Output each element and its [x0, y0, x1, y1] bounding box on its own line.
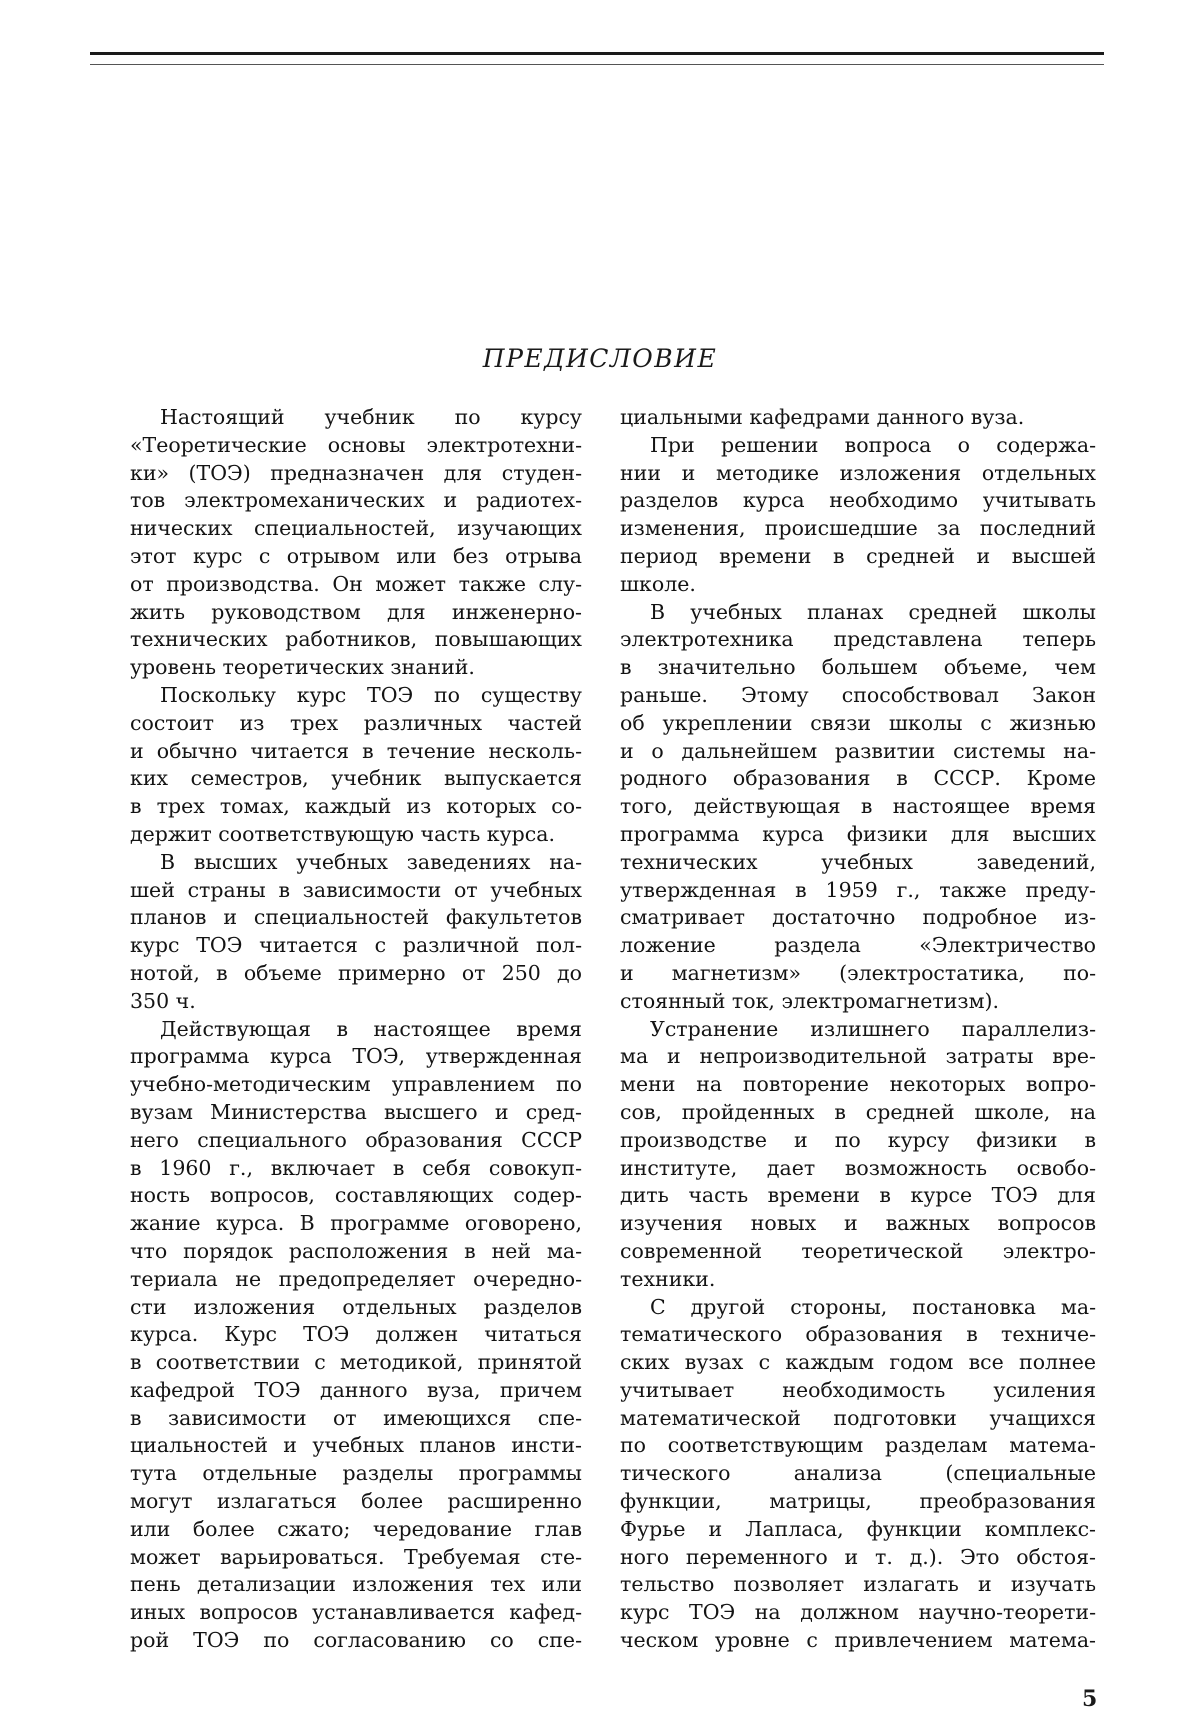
text-line: 350 ч.: [130, 988, 196, 1013]
text-line: иных вопросов устанавливается кафед-: [130, 1600, 582, 1625]
text-line: мени на повторение некоторых вопро-: [620, 1072, 1096, 1097]
text-line: Устранение излишнего параллелиз-: [650, 1016, 1096, 1041]
text-line: технических учебных заведений,: [620, 849, 1096, 874]
text-line: программа курса физики для высших: [620, 821, 1096, 846]
left-text-column: [130, 404, 582, 1655]
text-line: производстве и по курсу физики в: [620, 1127, 1096, 1152]
text-line: в соответствии с методикой, принятой: [130, 1350, 582, 1375]
text-line: электротехника представлена теперь: [620, 627, 1096, 652]
text-line: жить руководством для инженерно-: [130, 599, 582, 624]
text-line: состоит из трех различных частей: [130, 710, 582, 735]
text-line: современной теоретической электро-: [620, 1238, 1096, 1263]
text-line: в трех томах, каждый из которых со-: [130, 794, 582, 819]
text-line: этот курс с отрывом или без отрыва: [130, 543, 582, 568]
text-line: в значительно большем объеме, чем: [620, 655, 1096, 680]
text-line: «Теоретические основы электротехни-: [130, 432, 582, 457]
text-line: родного образования в СССР. Кроме: [620, 766, 1096, 791]
text-line: могут излагаться более расширенно: [130, 1489, 582, 1514]
text-line: держит соответствующую часть курса.: [130, 821, 556, 846]
text-line: техники.: [620, 1266, 716, 1291]
text-line: курс ТОЭ читается с различной пол-: [130, 933, 582, 958]
text-line: в зависимости от имеющихся спе-: [130, 1405, 582, 1430]
text-line: ложение раздела «Электричество: [620, 933, 1096, 958]
text-line: функции, матрицы, преобразования: [620, 1489, 1096, 1514]
text-line: тов электромеханических и радиотех-: [130, 488, 582, 513]
text-line: тельство позволяет излагать и изучать: [620, 1572, 1096, 1597]
text-line: об укреплении связи школы с жизнью: [620, 710, 1096, 735]
text-line: нотой, в объеме примерно от 250 до: [130, 960, 582, 985]
text-line: ма и непроизводительной затраты вре-: [620, 1044, 1096, 1069]
text-line: изменения, происшедшие за последний: [620, 516, 1096, 541]
text-line: В высших учебных заведениях на-: [160, 849, 582, 874]
text-line: териала не предопределяет очередно-: [130, 1266, 582, 1291]
text-line: и о дальнейшем развитии системы на-: [620, 738, 1096, 763]
text-line: ских вузах с каждым годом все полнее: [620, 1350, 1096, 1375]
text-line: математической подготовки учащихся: [620, 1405, 1096, 1430]
text-line: период времени в средней и высшей: [620, 543, 1096, 568]
text-line: нии и методике изложения отдельных: [620, 460, 1096, 485]
text-line: Настоящий учебник по курсу: [160, 405, 582, 429]
text-line: циальными кафедрами данного вуза.: [620, 405, 1025, 429]
text-line: утвержденная в 1959 г., также преду-: [620, 877, 1096, 902]
text-line: учитывает необходимость усиления: [620, 1377, 1096, 1402]
text-line: школе.: [620, 571, 696, 596]
text-line: курс ТОЭ на должном научно-теорети-: [620, 1600, 1096, 1625]
text-line: того, действующая в настоящее время: [620, 794, 1096, 819]
text-line: сти изложения отдельных разделов: [130, 1294, 582, 1319]
text-line: тематического образования в техниче-: [620, 1322, 1096, 1347]
text-line: При решении вопроса о содержа-: [650, 432, 1096, 457]
text-line: С другой стороны, постановка ма-: [650, 1294, 1096, 1319]
text-line: ки» (ТОЭ) предназначен для студен-: [130, 460, 582, 485]
text-line: программа курса ТОЭ, утвержденная: [130, 1044, 582, 1069]
text-line: разделов курса необходимо учитывать: [620, 488, 1096, 513]
text-line: Действующая в настоящее время: [160, 1016, 582, 1041]
text-line: планов и специальностей факультетов: [130, 905, 582, 930]
text-line: шей страны в зависимости от учебных: [130, 877, 582, 902]
page-title: ПРЕДИСЛОВИЕ: [482, 344, 718, 373]
text-line: ность вопросов, составляющих содер-: [130, 1183, 582, 1208]
text-line: и магнетизм» (электростатика, по-: [620, 960, 1096, 985]
text-line: по соответствующим разделам матема-: [620, 1433, 1096, 1458]
text-line: рой ТОЭ по согласованию со спе-: [130, 1628, 582, 1653]
text-line: технических работников, повышающих: [130, 627, 582, 652]
text-line: в 1960 г., включает в себя совокуп-: [130, 1155, 582, 1180]
text-line: пень детализации изложения тех или: [130, 1572, 582, 1597]
text-line: него специального образования СССР: [130, 1127, 582, 1152]
text-line: вузам Министерства высшего и сред-: [130, 1099, 582, 1124]
text-line: институте, дает возможность освобо-: [620, 1155, 1096, 1180]
text-line: стоянный ток, электромагнетизм).: [620, 988, 1000, 1013]
right-text-column: [620, 404, 1096, 1655]
text-line: Фурье и Лапласа, функции комплекс-: [620, 1516, 1096, 1541]
text-line: нических специальностей, изучающих: [130, 516, 582, 541]
text-line: курса. Курс ТОЭ должен читаться: [130, 1322, 582, 1347]
text-line: раньше. Этому способствовал Закон: [620, 682, 1096, 707]
text-line: сматривает достаточно подробное из-: [620, 905, 1096, 930]
text-line: от производства. Он может также слу-: [130, 571, 582, 596]
text-line: уровень теоретических знаний.: [130, 655, 475, 680]
text-line: В учебных планах средней школы: [650, 599, 1096, 624]
text-line: Поскольку курс ТОЭ по существу: [160, 682, 582, 707]
text-line: сов, пройденных в средней школе, на: [620, 1099, 1096, 1124]
header-rule-top: [90, 52, 1104, 55]
text-line: кафедрой ТОЭ данного вуза, причем: [130, 1377, 582, 1402]
header-rule-bottom: [90, 64, 1104, 65]
text-line: может варьироваться. Требуемая сте-: [130, 1544, 582, 1569]
text-line: учебно-методическим управлением по: [130, 1072, 582, 1097]
page-number: 5: [1082, 1686, 1098, 1712]
text-line: циальностей и учебных планов инсти-: [130, 1433, 582, 1458]
text-line: жание курса. В программе оговорено,: [130, 1211, 582, 1236]
text-line: ного переменного и т. д.). Это обстоя-: [620, 1544, 1096, 1569]
text-line: ческом уровне с привлечением матема-: [620, 1628, 1096, 1653]
text-line: или более сжато; чередование глав: [130, 1516, 582, 1541]
text-line: ких семестров, учебник выпускается: [130, 766, 582, 791]
text-line: тута отдельные разделы программы: [130, 1461, 582, 1486]
text-line: дить часть времени в курсе ТОЭ для: [620, 1183, 1096, 1208]
text-line: тического анализа (специальные: [620, 1461, 1096, 1486]
text-line: что порядок расположения в ней ма-: [130, 1238, 582, 1263]
text-line: изучения новых и важных вопросов: [620, 1211, 1096, 1236]
text-line: и обычно читается в течение несколь-: [130, 738, 582, 763]
